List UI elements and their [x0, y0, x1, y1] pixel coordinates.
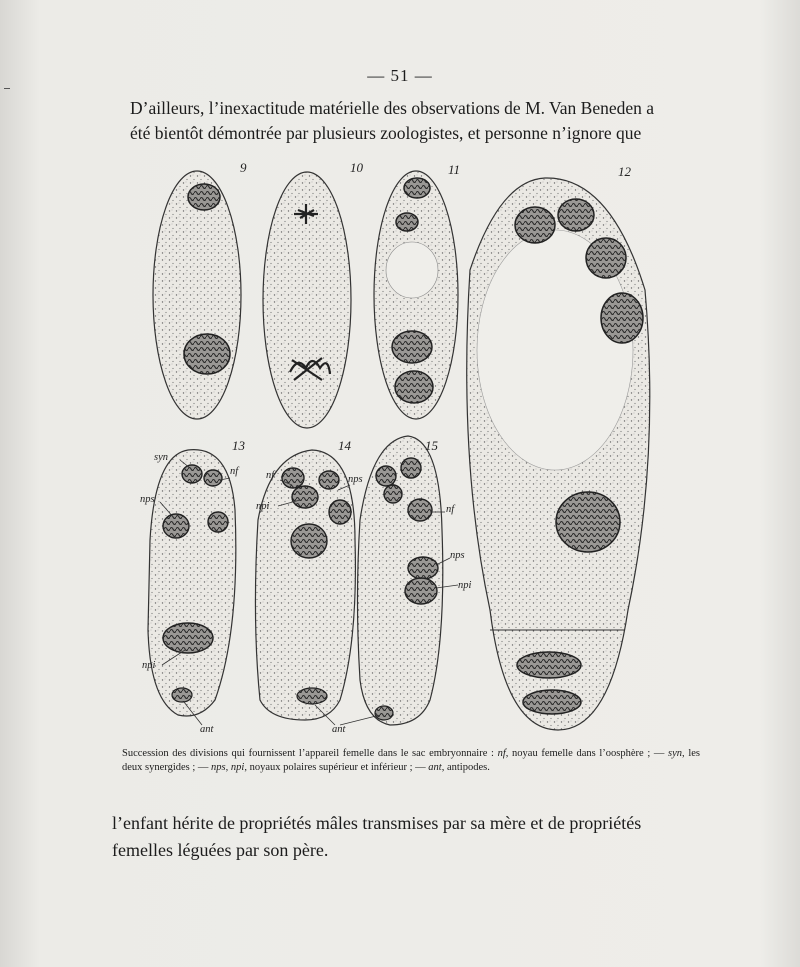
fig-number-10: 10	[350, 160, 363, 175]
fig-number-14: 14	[338, 438, 351, 453]
vacuole	[386, 242, 438, 298]
embryo-sac-figure	[140, 160, 680, 745]
nucleus	[396, 213, 418, 231]
caption-text-2: , noyau femelle dans l’oosphère ; —	[505, 748, 669, 759]
caption-text-5: , antipodes.	[441, 762, 490, 773]
nucleus	[204, 470, 222, 486]
label-nps-13: nps	[140, 494, 155, 505]
caption-ant: ant	[428, 762, 442, 773]
label-ant-13: ant	[200, 724, 214, 735]
nucleus	[515, 207, 555, 243]
nucleus	[601, 293, 643, 343]
closing-line-1: l’enfant hérite de propriétés mâles transmises par sa mère et de propriétés	[112, 813, 642, 833]
margin-mark	[4, 88, 10, 89]
fig-number-11: 11	[448, 162, 461, 177]
nucleus	[405, 578, 437, 604]
nucleus	[172, 688, 192, 702]
nucleus	[517, 652, 581, 678]
label-syn: syn	[154, 452, 168, 463]
nucleus	[376, 466, 396, 486]
nucleus	[188, 184, 220, 210]
figure-caption	[122, 747, 700, 775]
caption-nps-npi: nps, npi	[211, 762, 245, 773]
nucleus	[556, 492, 620, 552]
label-nf-15: nf	[446, 504, 455, 515]
cell-fig-11	[374, 171, 458, 419]
caption-text-3: , les deux synergides ; —	[122, 748, 700, 773]
cell-fig-12	[467, 178, 650, 730]
nucleus	[184, 334, 230, 374]
intro-line-2: été bientôt démontrée par plusieurs zoologistes, et personne n’ignore que	[130, 123, 642, 143]
closing-paragraph	[112, 810, 702, 864]
nucleus	[319, 471, 339, 489]
nucleus	[182, 465, 202, 483]
nucleus	[329, 500, 351, 524]
nucleus	[586, 238, 626, 278]
nucleus	[395, 371, 433, 403]
nucleus	[384, 485, 402, 503]
figure-drawing	[140, 160, 680, 745]
cell-fig-15	[358, 436, 443, 725]
fig-number-13: 13	[232, 438, 245, 453]
caption-syn: syn	[668, 748, 683, 759]
nucleus	[558, 199, 594, 231]
page-number: — 51 —	[367, 66, 433, 85]
nucleus	[291, 524, 327, 558]
nucleus	[408, 499, 432, 521]
caption-text-4: , noyaux polaires supérieur et inférieur ; —	[244, 762, 429, 773]
cell-fig-14	[255, 450, 355, 720]
label-npi-13: npi	[142, 660, 156, 671]
label-npi-15: npi	[458, 580, 472, 591]
cell-fig-13	[148, 450, 236, 716]
nucleus	[408, 557, 438, 579]
label-nps-15: nps	[450, 550, 465, 561]
fig-number-9: 9	[240, 160, 247, 175]
label-npi-14: npi	[256, 501, 270, 512]
nucleus	[375, 706, 393, 720]
nucleus	[163, 514, 189, 538]
label-nf-13: nf	[230, 466, 239, 477]
cell-outline	[148, 450, 236, 716]
caption-text-1: Succession des divisions qui fournissent l’appareil femelle dans le sac embryonnaire :	[122, 748, 498, 759]
label-nps-14: nps	[348, 474, 363, 485]
label-nf-14: nf	[266, 470, 275, 481]
nucleus	[208, 512, 228, 532]
caption-nf: nf	[497, 748, 506, 759]
closing-line-2: femelles léguées par son père.	[112, 840, 329, 860]
nucleus	[404, 178, 430, 198]
label-ant-14-15: ant	[332, 724, 346, 735]
fig-number-15: 15	[425, 438, 438, 453]
nucleus	[523, 690, 581, 714]
nucleus	[401, 458, 421, 478]
nucleus	[163, 623, 213, 653]
nucleus	[392, 331, 432, 363]
nucleus	[282, 468, 304, 488]
fig-number-12: 12	[618, 164, 631, 179]
cell-fig-9	[153, 171, 241, 419]
cell-fig-10	[263, 172, 351, 428]
intro-paragraph	[130, 96, 700, 146]
intro-line-1: D’ailleurs, l’inexactitude matérielle des observations de M. Van Beneden a	[130, 98, 655, 118]
nucleus	[292, 486, 318, 508]
nucleus	[297, 688, 327, 704]
